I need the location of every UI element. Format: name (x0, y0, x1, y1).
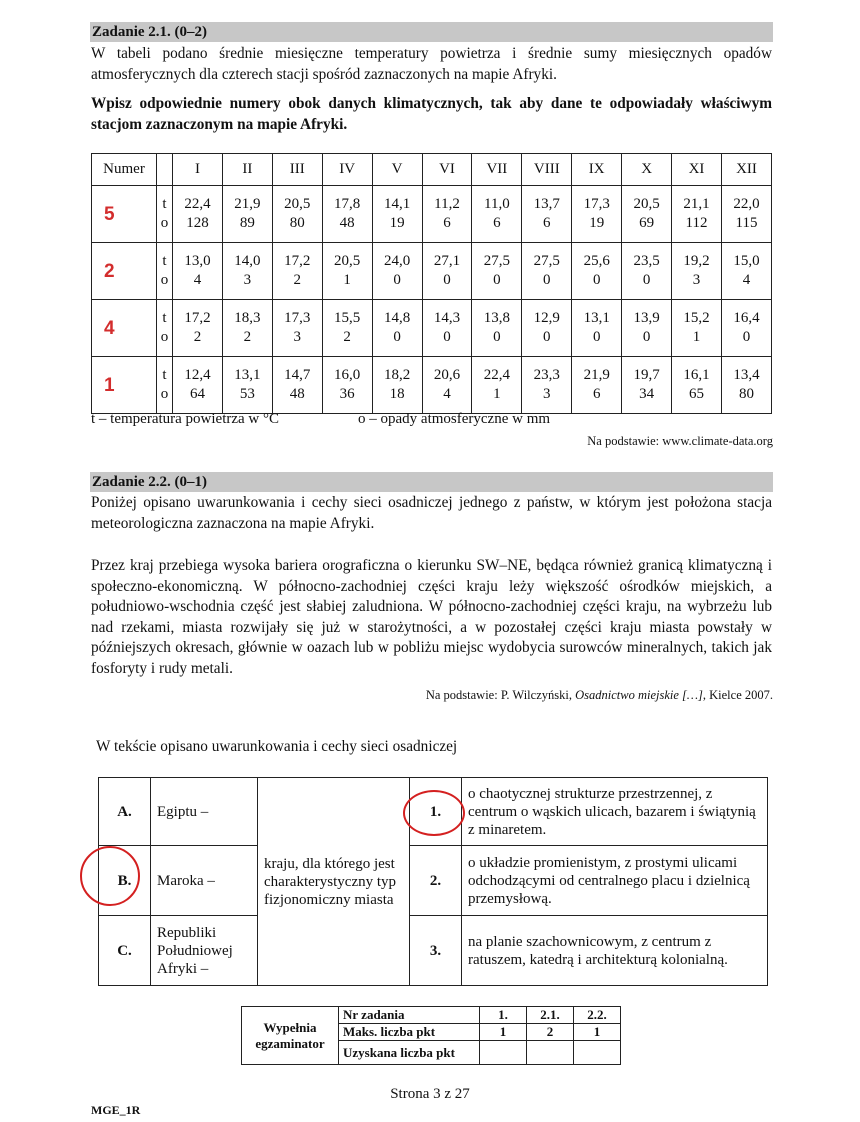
precipitation-label: o (160, 386, 169, 402)
climate-cell (422, 300, 472, 357)
precipitation-value: 0 (493, 329, 501, 345)
climate-cell (721, 186, 771, 243)
middle-text: kraju, dla którego jest charakterystyczny typ fizjonomiczny miasta (258, 778, 410, 986)
task-2-2-intro: Poniżej opisano uwarunkowania i cechy sieci osadniczej jednego z państw, w którym jest położona stacja meteorologiczna zaznaczona na mapie Afryki. (91, 494, 772, 532)
precipitation-value: 4 (193, 272, 202, 288)
row-type-labels (157, 186, 173, 243)
task-2-1-instruction: Wpisz odpowiednie numery obok danych klimatycznych, tak aby dane te odpowiadały właściwym stacjom zaznaczonym na mapie Afryki. (91, 95, 772, 133)
answer-number[interactable]: 1 (92, 357, 157, 414)
column-header-number: Numer (92, 154, 157, 186)
climate-cell (173, 243, 223, 300)
temperature-label: t (162, 310, 167, 326)
climate-cell (572, 243, 622, 300)
climate-cell (173, 357, 223, 414)
month-header: XII (721, 154, 771, 186)
climate-cell (422, 186, 472, 243)
climate-cell (721, 243, 771, 300)
climate-cell (272, 243, 322, 300)
climate-cell (572, 186, 622, 243)
climate-cell (522, 243, 572, 300)
climate-cell (522, 186, 572, 243)
max-points-2: 2 (527, 1024, 574, 1041)
climate-cell (572, 300, 622, 357)
precipitation-value: 1 (343, 272, 351, 288)
precipitation-value: 3 (692, 272, 701, 288)
row-task-number-label: Nr zadania (339, 1007, 480, 1024)
task-2-1-intro: W tabeli podano średnie miesięczne temperatury powietrza i średnie sumy miesięcznych opadów atmosferycznych dla czterech stacji spośród zaznaczonych na mapie Afryki. (91, 45, 772, 83)
climate-cell (672, 243, 722, 300)
option-3-label: na planie szachownicowym, z centrum z ratuszem, katedrą i architekturą kolonialną. (462, 916, 768, 986)
climate-cell (322, 300, 372, 357)
precipitation-value: 0 (393, 329, 401, 345)
month-header: VII (472, 154, 522, 186)
option-1-number[interactable]: 1. (410, 778, 462, 846)
row-obtained-points-label: Uzyskana liczba pkt (339, 1041, 480, 1065)
climate-cell (472, 357, 522, 414)
precipitation-value: 2 (243, 329, 252, 345)
temperature-value: 15,2 (683, 310, 710, 326)
temperature-value: 12,4 (184, 367, 211, 383)
climate-cell (173, 300, 223, 357)
task-2-1-source: Na podstawie: www.climate-data.org (587, 434, 773, 448)
temperature-value: 15,0 (733, 253, 760, 269)
precipitation-label: o (160, 329, 169, 345)
temperature-value: 22,4 (184, 196, 211, 212)
climate-table-header (92, 154, 772, 186)
temperature-value: 23,5 (633, 253, 660, 269)
temperature-value: 13,1 (583, 310, 610, 326)
temperature-value: 20,5 (334, 253, 361, 269)
row-type-labels (157, 357, 173, 414)
precipitation-value: 64 (189, 386, 205, 402)
max-points-3: 1 (574, 1024, 621, 1041)
temperature-value: 19,7 (633, 367, 660, 383)
row-type-labels (157, 300, 173, 357)
obtained-points-3[interactable] (574, 1041, 621, 1065)
climate-cell (372, 186, 422, 243)
precipitation-value: 19 (389, 215, 405, 231)
climate-cell (372, 243, 422, 300)
climate-cell (422, 357, 472, 414)
temperature-value: 15,5 (334, 310, 361, 326)
task-2-2-question: W tekście opisano uwarunkowania i cechy sieci osadniczej (96, 738, 458, 755)
precipitation-value: 6 (543, 215, 551, 231)
temperature-value: 17,2 (284, 253, 311, 269)
climate-cell (522, 300, 572, 357)
station-row (92, 357, 772, 414)
precipitation-value: 3 (243, 272, 252, 288)
month-header: XI (672, 154, 722, 186)
page-number: Strona 3 z 27 (390, 1086, 470, 1102)
temperature-value: 18,3 (234, 310, 261, 326)
answer-circle-1 (403, 790, 465, 836)
month-header: II (222, 154, 272, 186)
precipitation-value: 65 (689, 386, 705, 402)
answer-circle-b (80, 846, 140, 906)
temperature-value: 11,0 (484, 196, 510, 212)
climate-cell (622, 243, 672, 300)
temperature-value: 16,4 (733, 310, 760, 326)
precipitation-value: 4 (443, 386, 451, 402)
precipitation-value: 0 (443, 272, 451, 288)
precipitation-value: 2 (343, 329, 351, 345)
precipitation-value: 0 (742, 329, 751, 345)
option-2-number[interactable]: 2. (410, 846, 462, 916)
temperature-value: 21,1 (683, 196, 710, 212)
climate-table (91, 153, 772, 414)
task-2-2-source (426, 688, 773, 703)
climate-cell (622, 300, 672, 357)
climate-cell (322, 357, 372, 414)
obtained-points-1[interactable] (480, 1041, 527, 1065)
climate-cell (222, 243, 272, 300)
task-number-1: 1. (480, 1007, 527, 1024)
precipitation-value: 0 (393, 272, 401, 288)
precipitation-value: 0 (642, 329, 651, 345)
month-header: VIII (522, 154, 572, 186)
source-suffix: , Kielce 2007. (702, 688, 773, 702)
temperature-value: 13,0 (184, 253, 211, 269)
precipitation-label: o (160, 272, 169, 288)
station-row (92, 300, 772, 357)
task-number-3: 2.2. (574, 1007, 621, 1024)
precipitation-value: 36 (339, 386, 355, 402)
temperature-value: 19,2 (683, 253, 710, 269)
climate-cell (372, 357, 422, 414)
climate-cell (472, 243, 522, 300)
option-1-label: o chaotycznej strukturze przestrzennej, z centrum o wąskich ulicach, bazarem i świątynią z minaretem. (462, 778, 768, 846)
precipitation-value: 89 (239, 215, 255, 231)
precipitation-value: 0 (543, 272, 551, 288)
precipitation-value: 53 (239, 386, 255, 402)
precipitation-value: 6 (592, 386, 601, 402)
month-header: VI (422, 154, 472, 186)
temperature-value: 23,3 (533, 367, 560, 383)
option-b-letter[interactable]: B. (99, 846, 151, 916)
temperature-value: 17,2 (184, 310, 211, 326)
climate-cell (622, 186, 672, 243)
precipitation-value: 115 (735, 215, 758, 231)
temperature-value: 11,2 (434, 196, 460, 212)
temperature-value: 13,7 (533, 196, 560, 212)
obtained-points-2[interactable] (527, 1041, 574, 1065)
climate-cell (272, 300, 322, 357)
precipitation-value: 0 (592, 272, 601, 288)
temperature-value: 27,5 (483, 253, 511, 269)
temperature-value: 14,3 (433, 310, 461, 326)
score-table (241, 1006, 621, 1065)
temperature-value: 21,9 (234, 196, 261, 212)
month-header: I (173, 154, 223, 186)
climate-cell (372, 300, 422, 357)
task-2-1-header: Zadanie 2.1. (0–2) (90, 22, 773, 42)
precipitation-value: 48 (339, 215, 355, 231)
precipitation-value: 6 (443, 215, 451, 231)
option-c-label: Republiki Południowej Afryki – (151, 916, 258, 986)
temperature-label: t (162, 253, 167, 269)
temperature-value: 14,7 (284, 367, 311, 383)
temperature-value: 12,9 (533, 310, 560, 326)
temperature-label: t (162, 367, 167, 383)
climate-cell (322, 243, 372, 300)
examiner-label: Wypełnia egzaminator (242, 1007, 339, 1065)
exam-code: MGE_1R (91, 1103, 141, 1117)
option-b-label: Maroka – (151, 846, 258, 916)
precipitation-value: 4 (742, 272, 751, 288)
answer-number[interactable]: 5 (92, 186, 157, 243)
temperature-value: 14,1 (383, 196, 411, 212)
climate-cell (472, 300, 522, 357)
climate-cell (272, 357, 322, 414)
month-header: IX (572, 154, 622, 186)
precipitation-value: 69 (639, 215, 655, 231)
legend-precipitation: o – opady atmosferyczne w mm (358, 411, 551, 427)
temperature-value: 25,6 (583, 253, 610, 269)
precipitation-value: 18 (389, 386, 405, 402)
climate-cell (222, 300, 272, 357)
precipitation-value: 34 (639, 386, 655, 402)
temperature-value: 27,5 (533, 253, 560, 269)
temperature-value: 24,0 (383, 253, 411, 269)
option-3-number[interactable]: 3. (410, 916, 462, 986)
precipitation-value: 2 (193, 329, 202, 345)
climate-cell (222, 186, 272, 243)
source-prefix: Na podstawie: P. Wilczyński, (425, 688, 576, 702)
precipitation-value: 1 (493, 386, 501, 402)
temperature-value: 18,2 (383, 367, 411, 383)
precipitation-value: 0 (543, 329, 551, 345)
max-points-1: 1 (480, 1024, 527, 1041)
option-c-letter[interactable]: C. (99, 916, 151, 986)
station-row (92, 243, 772, 300)
precipitation-value: 6 (493, 215, 501, 231)
precipitation-value: 1 (692, 329, 701, 345)
climate-cell (721, 300, 771, 357)
temperature-value: 13,9 (633, 310, 660, 326)
month-header: III (272, 154, 322, 186)
answer-number[interactable]: 2 (92, 243, 157, 300)
precipitation-value: 2 (293, 272, 302, 288)
temperature-value: 13,4 (733, 367, 760, 383)
temperature-value: 16,1 (683, 367, 710, 383)
precipitation-value: 0 (592, 329, 601, 345)
answer-number[interactable]: 4 (92, 300, 157, 357)
temperature-value: 21,9 (583, 367, 610, 383)
option-2-label: o układzie promienistym, z prostymi ulicami odchodzącymi od centralnego placu i dzielnicą przemysłową. (462, 846, 768, 916)
station-row (92, 186, 772, 243)
climate-cell (222, 357, 272, 414)
climate-cell (522, 357, 572, 414)
temperature-value: 14,0 (234, 253, 261, 269)
column-header-type (157, 154, 173, 186)
precipitation-value: 0 (493, 272, 501, 288)
temperature-value: 22,4 (483, 367, 511, 383)
precipitation-value: 48 (289, 386, 305, 402)
precipitation-value: 3 (543, 386, 551, 402)
temperature-value: 20,5 (284, 196, 311, 212)
climate-cell (672, 300, 722, 357)
precipitation-value: 0 (642, 272, 651, 288)
temperature-value: 16,0 (334, 367, 361, 383)
climate-cell (272, 186, 322, 243)
source-title: Osadnictwo miejskie […] (575, 688, 703, 702)
precipitation-value: 0 (443, 329, 451, 345)
precipitation-value: 3 (293, 329, 302, 345)
precipitation-value: 128 (186, 215, 209, 231)
climate-cell (721, 357, 771, 414)
precipitation-value: 80 (738, 386, 754, 402)
legend-temperature: t – temperatura powietrza w °C (91, 411, 280, 427)
climate-cell (672, 357, 722, 414)
row-max-points-label: Maks. liczba pkt (339, 1024, 480, 1041)
option-a-label: Egiptu – (151, 778, 258, 846)
climate-cell (622, 357, 672, 414)
temperature-value: 17,3 (284, 310, 311, 326)
temperature-value: 20,6 (433, 367, 461, 383)
temperature-value: 13,8 (483, 310, 511, 326)
climate-cell (472, 186, 522, 243)
precipitation-value: 19 (589, 215, 605, 231)
precipitation-label: o (160, 215, 169, 231)
row-type-labels (157, 243, 173, 300)
climate-cell (572, 357, 622, 414)
precipitation-value: 80 (289, 215, 305, 231)
climate-cell (672, 186, 722, 243)
temperature-value: 17,8 (334, 196, 361, 212)
task-number-2: 2.1. (527, 1007, 574, 1024)
precipitation-value: 112 (685, 215, 708, 231)
task-2-2-header: Zadanie 2.2. (0–1) (90, 472, 773, 492)
temperature-value: 17,3 (583, 196, 610, 212)
temperature-value: 27,1 (433, 253, 461, 269)
temperature-value: 13,1 (234, 367, 261, 383)
temperature-value: 14,8 (383, 310, 411, 326)
climate-cell (322, 186, 372, 243)
climate-cell (422, 243, 472, 300)
temperature-label: t (162, 196, 167, 212)
month-header: V (372, 154, 422, 186)
temperature-value: 22,0 (733, 196, 760, 212)
month-header: X (622, 154, 672, 186)
month-header: IV (322, 154, 372, 186)
temperature-value: 20,5 (633, 196, 660, 212)
option-a-letter[interactable]: A. (99, 778, 151, 846)
task-2-2-text: Przez kraj przebiega wysoka bariera orograficzna o kierunku SW–NE, będąca również granicą klimatyczną i społeczno-ekonomiczną. W północno-zachodniej części kraju leży większość ośrodków miejskich, a południowo-wschodnia część jest słabiej zaludniona. W północno-zachodniej części kraju, na wybrzeżu lub nad rzekami, miasta rozwijały się już w starożytności, a w pozostałej części kraju miasta powstały w późniejszych okresach, głównie w oazach lub w pobliżu miejsc wydobycia surowców mineralnych, takich jak fosforyty i rudy metali. (91, 557, 772, 677)
climate-cell (173, 186, 223, 243)
